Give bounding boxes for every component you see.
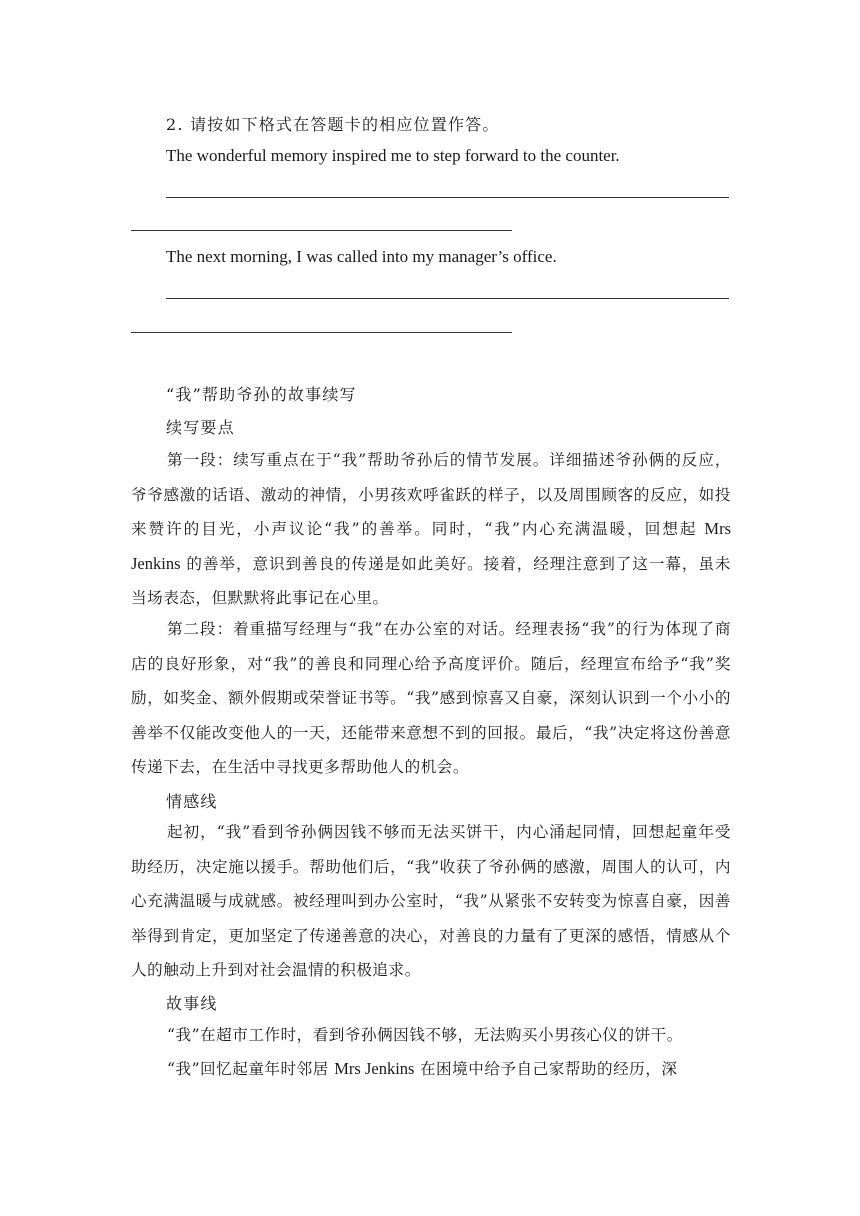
heading-story: 故事线 bbox=[166, 994, 218, 1013]
paragraph-1 bbox=[131, 443, 731, 616]
story-line-2-text-b: 在困境中给予自己家帮助的经历，深 bbox=[419, 1060, 678, 1078]
paragraph-1-text-b: 的善举，意识到善良的传递是如此美好。接着，经理注意到了这一幕，虽未当场表态，但默默将此事记在心里。 bbox=[131, 554, 731, 607]
answer-line bbox=[166, 298, 729, 299]
section-title: “我”帮助爷孙的故事续写 bbox=[166, 385, 357, 404]
opening-sentence-1: The wonderful memory inspired me to step forward to the counter. bbox=[166, 146, 620, 165]
answer-line bbox=[166, 197, 729, 198]
story-line-2-text-a: “我”回忆起童年时邻居 bbox=[167, 1060, 329, 1078]
person-name: Mrs Jenkins bbox=[131, 519, 731, 573]
paragraph-1-text-a: 第一段：续写重点在于“我”帮助爷孙后的情节发展。详细描述爷孙俩的反应，爷爷感激的话语、激动的神情，小男孩欢呼雀跃的样子，以及周围顾客的反应，如投来赞许的目光，小声议论“我”的善举。同时，“我”内心充满温暖，回想起 bbox=[131, 451, 731, 538]
story-line-2 bbox=[131, 1052, 731, 1087]
emotion-paragraph: 起初，“我”看到爷孙俩因钱不够而无法买饼干，内心涌起同情，回想起童年受助经历，决定施以援手。帮助他们后，“我”收获了爷孙俩的感激，周围人的认可，内心充满温暖与成就感。被经理叫到办公室时，“我”从紧张不安转变为惊喜自豪，因善举得到肯定，更加坚定了传递善意的决心，对善良的力量有了更深的感悟，情感从个人的触动上升到对社会温情的积极追求。 bbox=[131, 823, 731, 979]
heading-emotion: 情感线 bbox=[166, 792, 218, 811]
story-line-1: “我”在超市工作时，看到爷孙俩因钱不够，无法购买小男孩心仪的饼干。 bbox=[167, 1026, 683, 1044]
paragraph-2: 第二段：着重描写经理与“我”在办公室的对话。经理表扬“我”的行为体现了商店的良好形象，对“我”的善良和同理心给予高度评价。随后，经理宣布给予“我”奖励，如奖金、额外假期或荣誉证书等。“我”感到惊喜又自豪，深刻认识到一个小小的善举不仅能改变他人的一天，还能带来意想不到的回报。最后，“我”决定将这份善意传递下去，在生活中寻找更多帮助他人的机会。 bbox=[131, 620, 731, 776]
person-name: Mrs Jenkins bbox=[334, 1059, 415, 1078]
heading-points: 续写要点 bbox=[166, 418, 235, 437]
instruction-line: 2. 请按如下格式在答题卡的相应位置作答。 bbox=[166, 115, 500, 134]
opening-sentence-2: The next morning, I was called into my manager’s office. bbox=[166, 247, 557, 266]
answer-line bbox=[131, 332, 512, 333]
answer-line bbox=[131, 230, 512, 231]
